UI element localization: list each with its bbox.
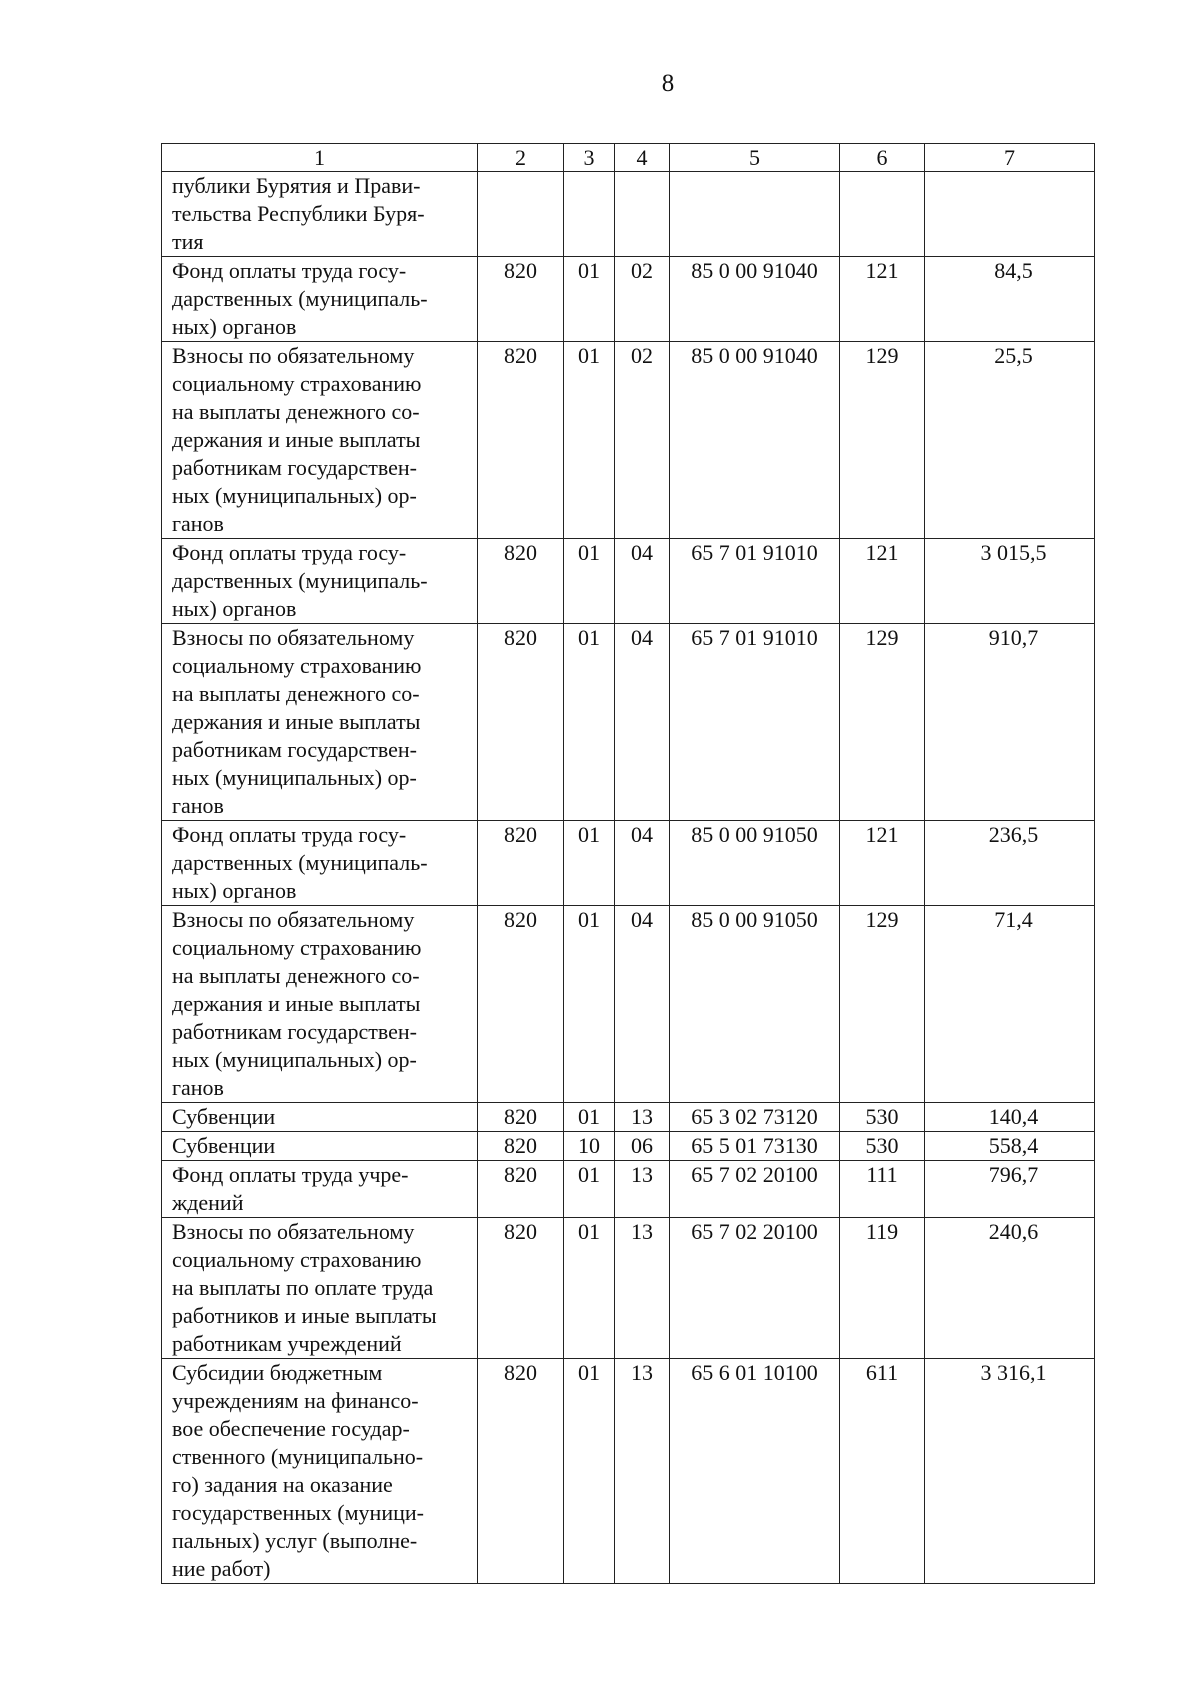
- amount: 240,6: [925, 1218, 1095, 1359]
- expense-type-code: 129: [840, 624, 925, 821]
- item-name-line: Фонд оплаты труда госу-: [172, 258, 407, 283]
- item-name: [162, 821, 478, 906]
- subsection-code: 04: [615, 539, 670, 624]
- item-name-line: ние работ): [172, 1556, 271, 1581]
- table-row: [162, 1103, 1095, 1132]
- item-name-line: держания и иные выплаты: [172, 427, 421, 452]
- table-row: [162, 1218, 1095, 1359]
- item-name-line: Фонд оплаты труда госу-: [172, 540, 407, 565]
- table-row: [162, 257, 1095, 342]
- item-name-line: дарственных (муниципаль-: [172, 568, 428, 593]
- table-row: [162, 539, 1095, 624]
- admin-code: [478, 172, 564, 257]
- amount: 140,4: [925, 1103, 1095, 1132]
- section-code: [564, 172, 615, 257]
- amount: [925, 172, 1095, 257]
- item-name: [162, 1359, 478, 1584]
- col-header-4: 4: [615, 144, 670, 172]
- item-name-line: работникам учреждений: [172, 1331, 402, 1356]
- section-code: 01: [564, 906, 615, 1103]
- item-name: [162, 342, 478, 539]
- admin-code: 820: [478, 257, 564, 342]
- table-row: [162, 906, 1095, 1103]
- page-number: 8: [661, 70, 675, 97]
- item-name-line: Взносы по обязательному: [172, 1219, 415, 1244]
- expense-type-code: 111: [840, 1161, 925, 1218]
- item-name-line: на выплаты денежного со-: [172, 681, 420, 706]
- target-article-code: 65 6 01 10100: [670, 1359, 840, 1584]
- item-name: [162, 624, 478, 821]
- item-name: [162, 172, 478, 257]
- item-name-line: работникам государствен-: [172, 737, 417, 762]
- item-name-line: государственных (муници-: [172, 1500, 424, 1525]
- target-article-code: 85 0 00 91050: [670, 906, 840, 1103]
- item-name-line: вое обеспечение государ-: [172, 1416, 410, 1441]
- target-article-code: 65 7 02 20100: [670, 1161, 840, 1218]
- subsection-code: 13: [615, 1359, 670, 1584]
- expense-type-code: 121: [840, 539, 925, 624]
- item-name-line: на выплаты денежного со-: [172, 399, 420, 424]
- item-name-line: работникам государствен-: [172, 455, 417, 480]
- expense-type-code: 119: [840, 1218, 925, 1359]
- item-name-line: Фонд оплаты труда госу-: [172, 822, 407, 847]
- item-name-line: на выплаты денежного со-: [172, 963, 420, 988]
- section-code: 01: [564, 342, 615, 539]
- item-name-line: учреждениям на финансо-: [172, 1388, 419, 1413]
- amount: 3 015,5: [925, 539, 1095, 624]
- item-name: [162, 1103, 478, 1132]
- subsection-code: 13: [615, 1161, 670, 1218]
- section-code: 01: [564, 1218, 615, 1359]
- item-name-line: тия: [172, 229, 204, 254]
- subsection-code: 02: [615, 257, 670, 342]
- item-name: [162, 257, 478, 342]
- item-name: [162, 1161, 478, 1218]
- section-code: 01: [564, 624, 615, 821]
- amount: 71,4: [925, 906, 1095, 1103]
- item-name-line: Субвенции: [172, 1133, 276, 1158]
- subsection-code: [615, 172, 670, 257]
- amount: 236,5: [925, 821, 1095, 906]
- target-article-code: 65 5 01 73130: [670, 1132, 840, 1161]
- table-body: [162, 172, 1095, 1584]
- amount: 84,5: [925, 257, 1095, 342]
- item-name-line: держания и иные выплаты: [172, 709, 421, 734]
- section-code: 10: [564, 1132, 615, 1161]
- subsection-code: 04: [615, 624, 670, 821]
- expense-type-code: 121: [840, 821, 925, 906]
- admin-code: 820: [478, 1132, 564, 1161]
- item-name-line: работников и иные выплаты: [172, 1303, 437, 1328]
- item-name-line: социальному страхованию: [172, 1247, 422, 1272]
- item-name-line: социальному страхованию: [172, 653, 422, 678]
- item-name-line: социальному страхованию: [172, 371, 422, 396]
- section-code: 01: [564, 257, 615, 342]
- expense-type-code: 129: [840, 342, 925, 539]
- table-row: [162, 624, 1095, 821]
- col-header-1: 1: [162, 144, 478, 172]
- admin-code: 820: [478, 1161, 564, 1218]
- target-article-code: [670, 172, 840, 257]
- table-row: [162, 1359, 1095, 1584]
- header-row: [162, 144, 1095, 172]
- admin-code: 820: [478, 1359, 564, 1584]
- item-name-line: на выплаты по оплате труда: [172, 1275, 434, 1300]
- item-name-line: дарственных (муниципаль-: [172, 286, 428, 311]
- admin-code: 820: [478, 342, 564, 539]
- table-row: [162, 172, 1095, 257]
- item-name: [162, 1218, 478, 1359]
- target-article-code: 65 3 02 73120: [670, 1103, 840, 1132]
- section-code: 01: [564, 539, 615, 624]
- section-code: 01: [564, 821, 615, 906]
- subsection-code: 04: [615, 906, 670, 1103]
- admin-code: 820: [478, 906, 564, 1103]
- item-name-line: Субвенции: [172, 1104, 276, 1129]
- item-name-line: ных (муниципальных) ор-: [172, 1047, 417, 1072]
- expense-type-code: 121: [840, 257, 925, 342]
- item-name: [162, 906, 478, 1103]
- table-row: [162, 821, 1095, 906]
- item-name-line: Субсидии бюджетным: [172, 1360, 383, 1385]
- subsection-code: 13: [615, 1218, 670, 1359]
- col-header-6: 6: [840, 144, 925, 172]
- admin-code: 820: [478, 821, 564, 906]
- item-name-line: ганов: [172, 1075, 224, 1100]
- budget-table: [161, 143, 1095, 1584]
- section-code: 01: [564, 1161, 615, 1218]
- item-name-line: ганов: [172, 511, 224, 536]
- subsection-code: 06: [615, 1132, 670, 1161]
- table-row: [162, 1161, 1095, 1218]
- target-article-code: 65 7 01 91010: [670, 539, 840, 624]
- item-name: [162, 1132, 478, 1161]
- item-name-line: тельства Республики Буря-: [172, 201, 425, 226]
- expense-type-code: [840, 172, 925, 257]
- amount: 796,7: [925, 1161, 1095, 1218]
- table-row: [162, 1132, 1095, 1161]
- item-name: [162, 539, 478, 624]
- col-header-5: 5: [670, 144, 840, 172]
- col-header-7: 7: [925, 144, 1095, 172]
- section-code: 01: [564, 1103, 615, 1132]
- item-name-line: Фонд оплаты труда учре-: [172, 1162, 409, 1187]
- target-article-code: 85 0 00 91050: [670, 821, 840, 906]
- subsection-code: 13: [615, 1103, 670, 1132]
- col-header-2: 2: [478, 144, 564, 172]
- admin-code: 820: [478, 1218, 564, 1359]
- subsection-code: 04: [615, 821, 670, 906]
- expense-type-code: 611: [840, 1359, 925, 1584]
- item-name-line: работникам государствен-: [172, 1019, 417, 1044]
- subsection-code: 02: [615, 342, 670, 539]
- target-article-code: 85 0 00 91040: [670, 342, 840, 539]
- col-header-3: 3: [564, 144, 615, 172]
- expense-type-code: 530: [840, 1103, 925, 1132]
- item-name-line: го) задания на оказание: [172, 1472, 393, 1497]
- admin-code: 820: [478, 539, 564, 624]
- target-article-code: 65 7 01 91010: [670, 624, 840, 821]
- item-name-line: Взносы по обязательному: [172, 343, 415, 368]
- amount: 25,5: [925, 342, 1095, 539]
- expense-type-code: 129: [840, 906, 925, 1103]
- item-name-line: Взносы по обязательному: [172, 625, 415, 650]
- amount: 3 316,1: [925, 1359, 1095, 1584]
- amount: 558,4: [925, 1132, 1095, 1161]
- target-article-code: 65 7 02 20100: [670, 1218, 840, 1359]
- item-name-line: Взносы по обязательному: [172, 907, 415, 932]
- item-name-line: пальных) услуг (выполне-: [172, 1528, 418, 1553]
- item-name-line: социальному страхованию: [172, 935, 422, 960]
- item-name-line: ждений: [172, 1190, 244, 1215]
- item-name-line: ных) органов: [172, 878, 297, 903]
- table-row: [162, 342, 1095, 539]
- item-name-line: ных (муниципальных) ор-: [172, 483, 417, 508]
- amount: 910,7: [925, 624, 1095, 821]
- item-name-line: публики Бурятия и Прави-: [172, 173, 421, 198]
- item-name-line: ственного (муниципально-: [172, 1444, 424, 1469]
- target-article-code: 85 0 00 91040: [670, 257, 840, 342]
- expense-type-code: 530: [840, 1132, 925, 1161]
- item-name-line: ганов: [172, 793, 224, 818]
- item-name-line: ных) органов: [172, 314, 297, 339]
- item-name-line: дарственных (муниципаль-: [172, 850, 428, 875]
- item-name-line: держания и иные выплаты: [172, 991, 421, 1016]
- admin-code: 820: [478, 1103, 564, 1132]
- item-name-line: ных (муниципальных) ор-: [172, 765, 417, 790]
- item-name-line: ных) органов: [172, 596, 297, 621]
- admin-code: 820: [478, 624, 564, 821]
- section-code: 01: [564, 1359, 615, 1584]
